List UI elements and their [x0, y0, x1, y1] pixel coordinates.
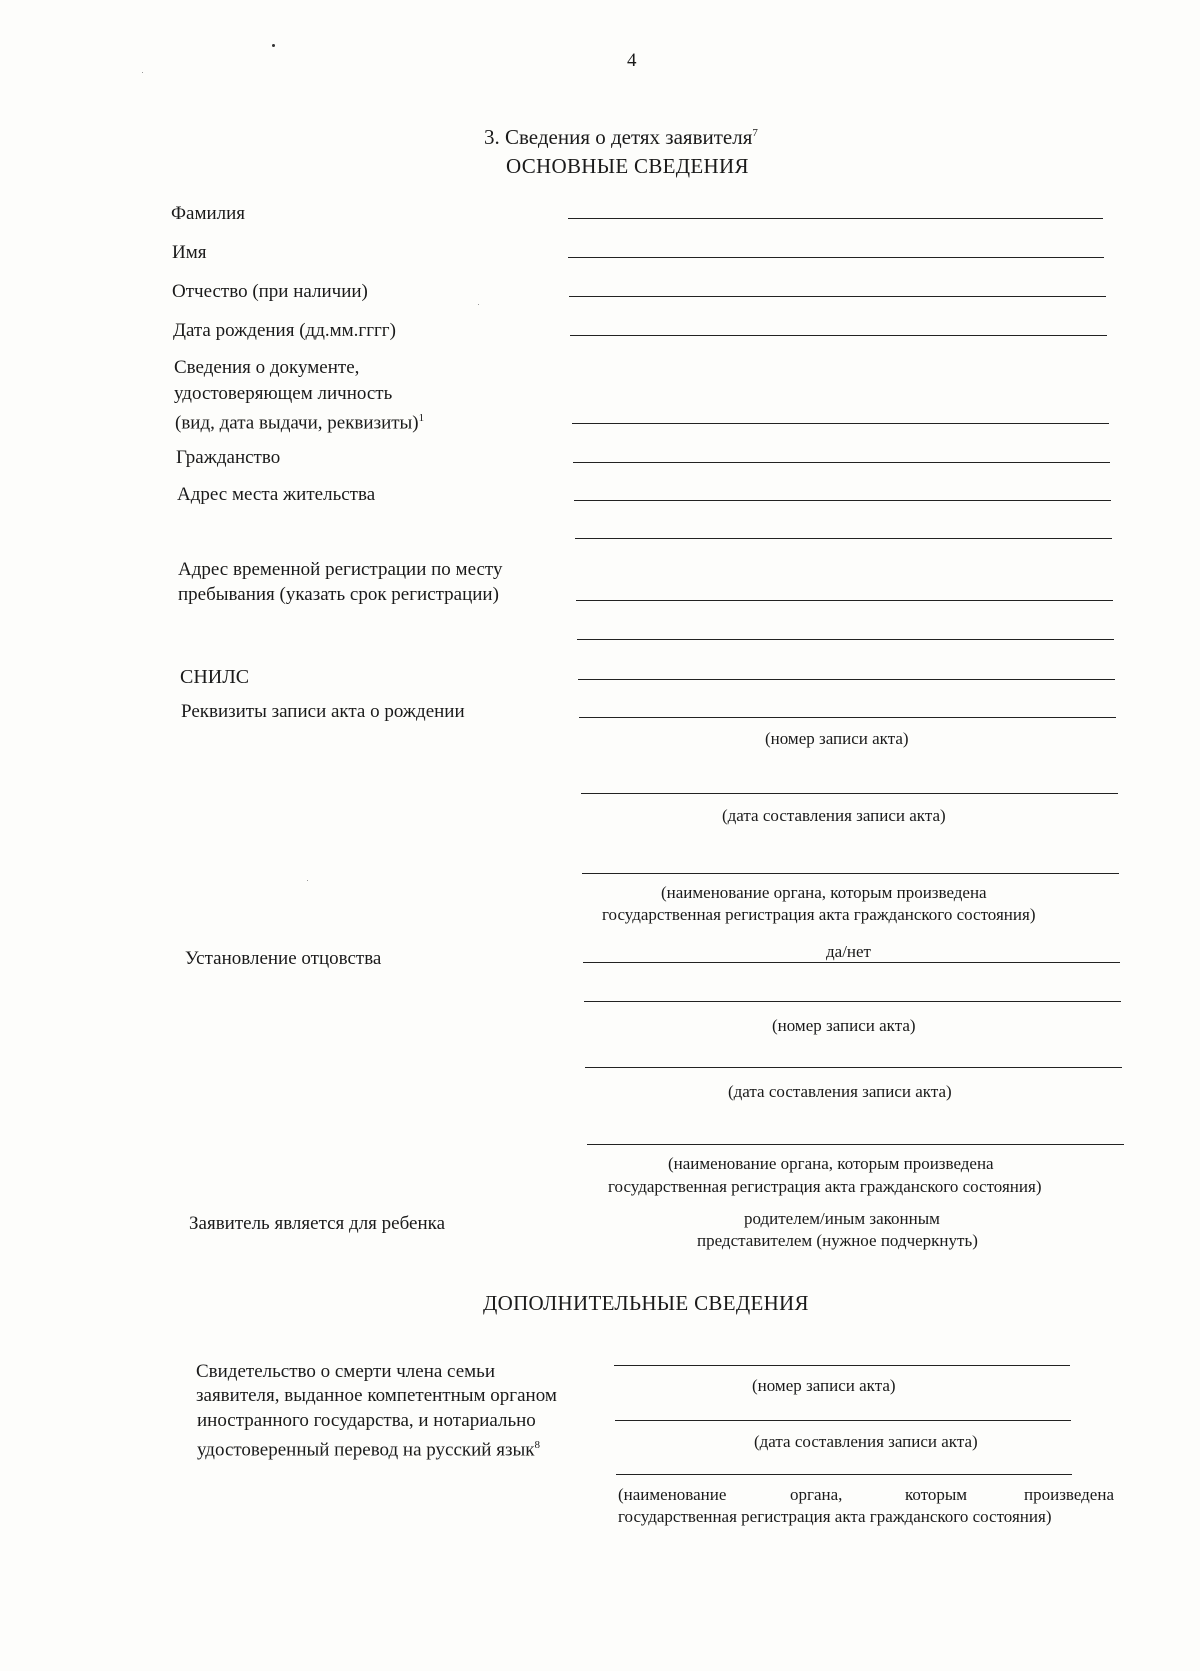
- death-cert-record-number-field[interactable]: [614, 1365, 1070, 1366]
- section-title-text: 3. Сведения о детях заявителя: [484, 125, 753, 149]
- death-cert-authority-field[interactable]: [616, 1474, 1072, 1475]
- id-document-field[interactable]: [572, 423, 1109, 424]
- paternity-authority-field[interactable]: [587, 1144, 1124, 1145]
- id-document-label-line2: удостоверяющем личность: [174, 383, 393, 404]
- birth-record-number-caption: (номер записи акта): [765, 729, 909, 748]
- scan-speck: [478, 304, 479, 305]
- paternity-record-number-caption: (номер записи акта): [772, 1016, 916, 1035]
- patronymic-label: Отчество (при наличии): [172, 281, 368, 302]
- applicant-is-label: Заявитель является для ребенка: [189, 1213, 445, 1234]
- residence-address-field[interactable]: [574, 500, 1111, 501]
- paternity-record-date-field[interactable]: [585, 1067, 1122, 1068]
- birth-record-authority-field[interactable]: [582, 873, 1119, 874]
- parent-option-line1[interactable]: родителем/иным законным: [744, 1209, 940, 1228]
- residence-address-label: Адрес места жительства: [177, 484, 376, 505]
- birth-record-date-field[interactable]: [581, 793, 1118, 794]
- residence-address-field-2[interactable]: [575, 538, 1112, 539]
- birth-record-label: Реквизиты записи акта о рождении: [181, 701, 465, 722]
- birth-record-number-field[interactable]: [579, 717, 1116, 718]
- yes-no-caption: да/нет: [826, 942, 871, 961]
- death-certificate-label-line4: [197, 1432, 540, 1463]
- death-certificate-label-line3: иностранного государства, и нотариально: [197, 1410, 536, 1431]
- additional-info-heading: ДОПОЛНИТЕЛЬНЫЕ СВЕДЕНИЯ: [483, 1291, 809, 1315]
- death-cert-authority-word3: которым: [905, 1485, 968, 1504]
- paternity-record-date-caption: (дата составления записи акта): [728, 1082, 952, 1101]
- scan-speck: [272, 44, 275, 47]
- id-document-label-line1: Сведения о документе,: [174, 357, 360, 378]
- citizenship-label: Гражданство: [176, 447, 281, 468]
- death-cert-record-date-field[interactable]: [615, 1420, 1071, 1421]
- page-number: 4: [627, 50, 637, 71]
- death-certificate-label-line4-text: удостоверенный перевод на русский язык: [197, 1439, 535, 1461]
- scan-speck: [142, 72, 143, 73]
- snils-field[interactable]: [578, 679, 1115, 680]
- temp-registration-field-2[interactable]: [577, 639, 1114, 640]
- paternity-record-number-field[interactable]: [584, 1001, 1121, 1002]
- parent-option-line2[interactable]: представителем (нужное подчеркнуть): [697, 1231, 978, 1250]
- name-label: Имя: [172, 242, 207, 263]
- patronymic-field[interactable]: [569, 296, 1106, 297]
- surname-label: Фамилия: [171, 203, 246, 224]
- death-cert-record-number-caption: (номер записи акта): [752, 1376, 896, 1395]
- paternity-authority-caption-line2: государственная регистрация акта гражданского состояния): [608, 1177, 1042, 1196]
- snils-label: СНИЛС: [180, 666, 250, 688]
- birth-date-label: Дата рождения (дд.мм.гггг): [173, 320, 396, 341]
- temp-registration-field[interactable]: [576, 600, 1113, 601]
- birth-record-date-caption: (дата составления записи акта): [722, 806, 946, 825]
- id-document-label-line3: [175, 405, 424, 436]
- surname-field[interactable]: [568, 218, 1103, 219]
- paternity-yes-no-field[interactable]: [583, 962, 1120, 963]
- id-document-label-line3-text: (вид, дата выдачи, реквизиты): [175, 412, 419, 434]
- death-certificate-label-line2: заявителя, выданное компетентным органом: [196, 1385, 557, 1406]
- paternity-authority-caption-line1: (наименование органа, которым произведена: [668, 1154, 994, 1173]
- temp-registration-label-line2: пребывания (указать срок регистрации): [178, 584, 499, 605]
- section-title: [484, 125, 758, 150]
- birth-date-field[interactable]: [570, 335, 1107, 336]
- temp-registration-label-line1: Адрес временной регистрации по месту: [178, 559, 503, 580]
- death-cert-authority-caption-line2: государственная регистрация акта гражданского состояния): [618, 1507, 1052, 1526]
- name-field[interactable]: [568, 257, 1104, 258]
- death-cert-record-date-caption: (дата составления записи акта): [754, 1432, 978, 1451]
- death-cert-authority-word4: произведена: [1024, 1485, 1114, 1504]
- footnote-marker: 8: [534, 1439, 540, 1451]
- birth-record-authority-caption-line2: государственная регистрация акта гражданского состояния): [602, 905, 1036, 924]
- death-certificate-label-line1: Свидетельство о смерти члена семьи: [196, 1361, 496, 1382]
- citizenship-field[interactable]: [573, 462, 1110, 463]
- death-cert-authority-word2: органа,: [790, 1485, 843, 1504]
- basic-info-heading: ОСНОВНЫЕ СВЕДЕНИЯ: [506, 154, 749, 178]
- paternity-label: Установление отцовства: [185, 948, 382, 969]
- scan-speck: [307, 880, 308, 881]
- footnote-marker: 1: [418, 412, 425, 424]
- birth-record-authority-caption-line1: (наименование органа, которым произведена: [661, 883, 987, 902]
- death-cert-authority-word1: (наименование: [618, 1485, 727, 1504]
- footnote-marker: 7: [752, 127, 758, 139]
